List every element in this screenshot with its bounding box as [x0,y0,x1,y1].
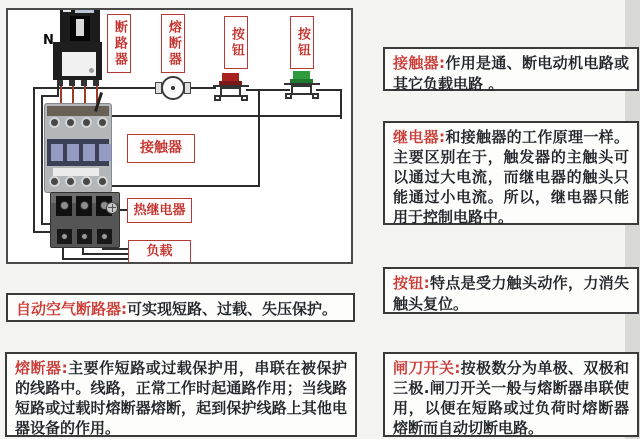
wire-segment [102,248,130,250]
relay-adjust-dial [106,202,118,214]
breaker-label-chip [75,8,94,13]
info-title-knife-switch: 闸刀开关: [393,359,461,377]
info-title-relay: 继电器: [393,128,445,146]
contactor-contact-chip [83,144,95,161]
wire-segment [258,91,260,187]
button-contact [241,95,248,101]
breaker-label-text: 断路器 [111,19,127,68]
relay-terminal-block [76,196,92,216]
breaker-terminal [81,80,87,86]
button-contact [214,95,221,101]
breaker-test-dot [89,68,94,73]
fuse-label-text: 熔断器 [165,19,181,68]
screw-terminal [81,176,92,187]
contactor-device [44,103,112,193]
info-title-fuse: 熔断器: [15,359,68,377]
label-box-start-button [290,16,314,69]
wiring-diagram-panel [6,8,353,264]
start-button-symbol [284,71,320,101]
screw-terminal [60,201,69,210]
screw-terminal [97,176,108,187]
relay-terminal-block [56,196,72,216]
info-body-relay: 和接触器的工作原理一样。主要区别在于，触发器的主触头可以通过大电流，而继电器的触头只能通过小电流。所以，继电器只能用于控制电路中。 [393,128,629,226]
contactor-top-strip [47,106,109,116]
screw-terminal [81,117,92,128]
relay-bottom-terminal [97,229,112,244]
info-body-button: 特点是受力触头动作，力消失触头复位。 [393,274,629,313]
info-body-knife-switch: 按极数分为单极、双极和三极.闸刀开关一般与熔断器串联使用，以便在短路或过负荷时熔断器熔断而自动切断电路。 [393,359,629,437]
screw-terminal [49,176,60,187]
fuse-symbol [155,75,191,101]
info-body-auto-air-breaker: 可实现短路、过载、失压保护。 [127,300,338,318]
wire-segment [82,253,130,255]
stop-button-label-text: 按钮 [228,26,244,59]
contactor-nameplate [53,168,99,176]
stop-button-symbol [213,73,249,103]
breaker-label-chip [63,8,71,12]
contactor-contact-chip [67,144,79,161]
label-box-contactor [127,134,195,163]
screw-terminal [61,233,68,240]
screw-terminal [80,201,89,210]
info-title-contactor: 接触器: [393,54,445,72]
fuse-center-dot [171,86,175,90]
screw-terminal [65,176,76,187]
info-body-fuse: 主要作短路或过载保护用，串联在被保护的线路中。线路，正常工作时起通路作用；当线路短路或过载时熔断器熔断，起到保护线路上其他电器设备的作用。 [15,359,347,437]
thermal-relay-label-text: 热继电器 [133,202,186,218]
screw-terminal [65,117,76,128]
contactor-contact-chip [51,144,63,161]
contactor-label-text: 接触器 [140,140,182,157]
label-box-thermal-relay [127,198,192,223]
screw-terminal [81,233,88,240]
wire-segment [41,95,43,225]
neutral-label: N [43,33,54,48]
info-body-contactor: 作用是通、断电动机电路或其它负载电路 。 [393,54,629,93]
button-contact [285,93,292,99]
label-box-stop-button [224,16,248,69]
screw-terminal [49,117,60,128]
breaker-terminal [69,80,75,86]
wire-segment [41,95,59,97]
label-box-fuse [161,14,185,73]
start-button-label-text: 按钮 [294,26,310,59]
contactor-contact-chip [99,144,111,161]
wire-segment [108,115,342,117]
info-box-contactor [383,47,639,91]
breaker-terminal [57,80,63,86]
info-box-button [383,267,639,314]
wire-segment [62,258,130,260]
screw-terminal [97,117,108,128]
info-box-relay [383,121,639,225]
button-contact [312,93,319,99]
info-title-button: 按钮: [393,274,430,292]
info-box-auto-air-breaker [6,293,355,322]
label-box-load [128,240,191,263]
load-label-text: 负载 [146,243,173,259]
relay-bottom-terminal [57,229,72,244]
fuse-terminal [184,82,191,94]
thermal-relay-device [50,192,120,248]
info-box-knife-switch [383,352,639,437]
button-housing [220,87,241,97]
breaker-terminal [93,80,99,86]
breaker-toggle [76,19,84,36]
relay-bottom-terminal [77,229,92,244]
label-box-breaker [107,14,131,73]
diagram-layer [6,8,353,264]
info-box-fuse [5,352,357,437]
info-title-auto-air-breaker: 自动空气断路器: [16,300,127,318]
wire-segment [33,87,35,233]
button-housing [291,85,312,95]
wire-segment [189,87,216,89]
circuit-breaker-device [53,8,102,86]
screw-terminal [101,233,108,240]
wire-segment [112,185,260,187]
